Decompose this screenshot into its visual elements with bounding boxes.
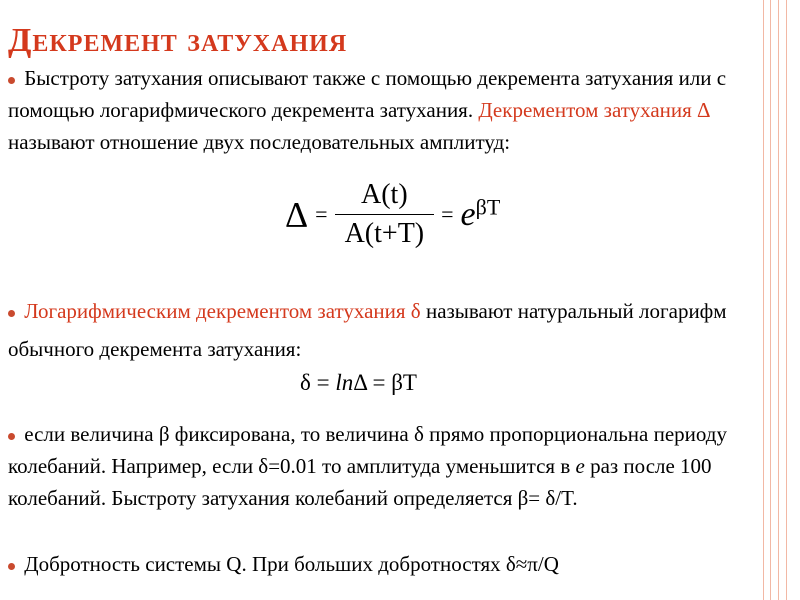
formula-base: [460, 194, 501, 234]
paragraph-3-e: e: [575, 454, 585, 478]
paragraph-3-text-a: если величина β фиксирована, то величина δ прямо пропорциональна периоду колебаний. Например, если δ=0.01 то амплитуда уменьшится в: [8, 422, 727, 478]
log-decrement-formula: [300, 370, 417, 396]
paragraph-1-text-a: Быстроту затухания описывают также с помощью декремента затухания или с помощью логарифмического декремента затухания.: [8, 66, 727, 122]
decorative-border-line-3: [778, 0, 779, 600]
paragraph-2: [8, 292, 753, 368]
paragraph-4-text: Добротность системы Q. При больших добротностях δ≈π/Q: [24, 552, 559, 576]
decorative-border-line-4: [786, 0, 787, 600]
formula-base-e: e: [460, 196, 476, 234]
paragraph-1-term: Декрементом затухания Δ: [478, 98, 710, 122]
formula-numerator: A(t): [335, 176, 435, 215]
formula-exponent: βT: [475, 194, 501, 220]
paragraph-1-text-b: называют отношение двух последовательных амплитуд:: [8, 130, 511, 154]
decrement-formula: [285, 176, 500, 253]
formula-lhs: Δ: [285, 194, 309, 235]
formula-equals-2: =: [441, 201, 454, 227]
bullet-icon: [8, 563, 15, 570]
paragraph-4: [8, 548, 753, 580]
decorative-border-line-1: [763, 0, 764, 600]
slide-title: Декремент затухания: [8, 22, 348, 59]
paragraph-2-text: называют натуральный логарифм обычного декремента затухания:: [8, 299, 727, 361]
formula2-part2: Δ = βT: [353, 370, 417, 395]
paragraph-3: [8, 418, 753, 514]
bullet-icon: [8, 77, 15, 84]
formula-equals-1: =: [315, 201, 328, 227]
decorative-border-line-2: [770, 0, 771, 600]
bullet-icon: [8, 433, 15, 440]
formula-fraction: [335, 176, 435, 253]
paragraph-3-text-b: раз после 100 колебаний. Быстроту затухания колебаний определяется β= δ/T.: [8, 454, 712, 510]
bullet-icon: [8, 310, 15, 317]
paragraph-2-term: Логарифмическим декрементом затухания δ: [24, 299, 421, 323]
formula-denominator: A(t+T): [344, 218, 425, 249]
formula2-ln: ln: [335, 370, 354, 395]
formula2-part1: δ =: [300, 370, 336, 395]
paragraph-1: [8, 62, 753, 158]
